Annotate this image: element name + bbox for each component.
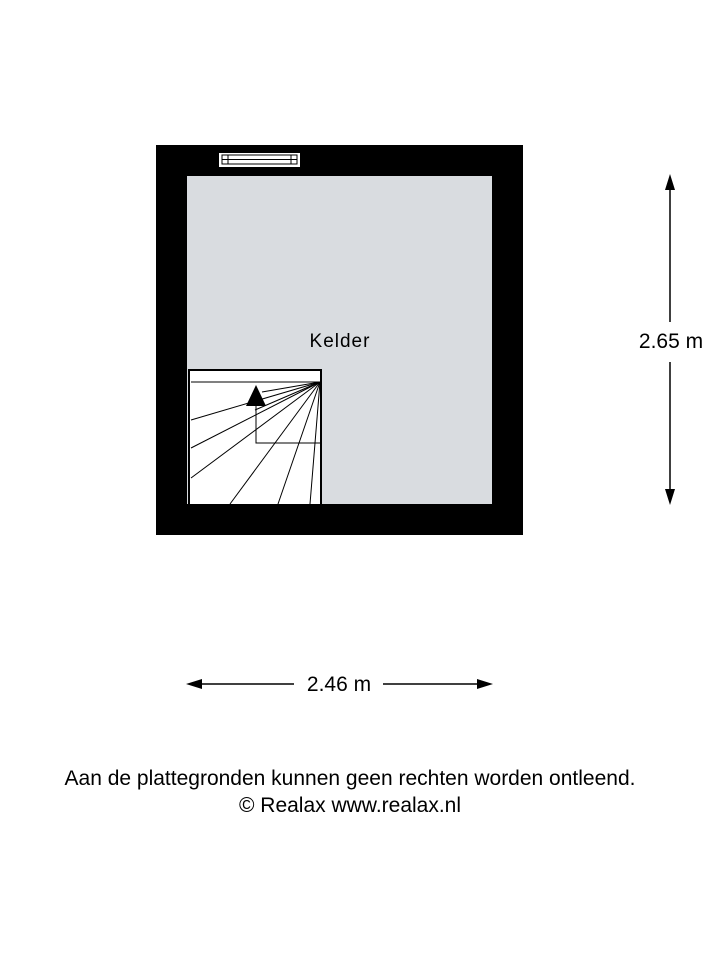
- disclaimer-text: Aan de plattegronden kunnen geen rechten worden ontleend.: [64, 767, 636, 790]
- copyright-text: © Realax www.realax.nl: [238, 794, 462, 817]
- width-dimension-label: 2.46 m: [306, 673, 372, 696]
- window: [219, 145, 300, 176]
- room-label: Kelder: [309, 331, 371, 352]
- height-dimension-label: 2.65 m: [638, 330, 704, 353]
